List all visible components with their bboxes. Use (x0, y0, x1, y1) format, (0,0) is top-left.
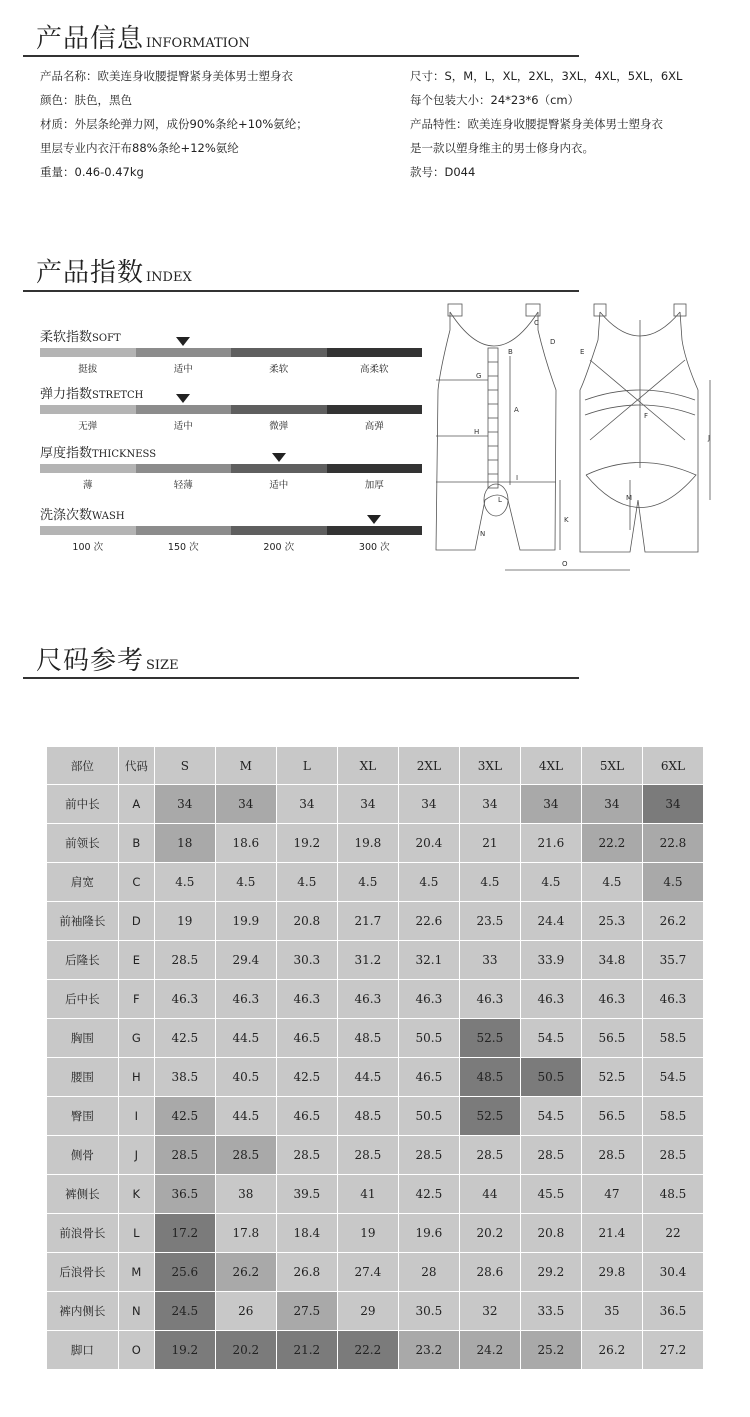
table-cell-value: 34 (581, 785, 642, 824)
table-cell-value: 46.3 (459, 980, 520, 1019)
index-scale-title-en: STRETCH (92, 390, 144, 401)
index-title-cn: 产品指数 (36, 258, 145, 288)
index-scale-title-cn: 洗涤次数 (40, 508, 93, 523)
table-cell-value: 50.5 (520, 1058, 581, 1097)
table-cell-value: 29.2 (520, 1253, 581, 1292)
info-right-column (410, 64, 682, 184)
table-cell-value: 33.5 (520, 1292, 581, 1331)
table-cell-value: 28.6 (459, 1253, 520, 1292)
table-cell-value: 4.5 (459, 863, 520, 902)
table-cell-value: 41 (337, 1175, 398, 1214)
table-cell-part: 侧骨 (47, 1136, 119, 1175)
table-cell-value: 22.6 (398, 902, 459, 941)
table-cell-value: 54.5 (520, 1019, 581, 1058)
table-cell-value: 4.5 (581, 863, 642, 902)
table-cell-value: 26.8 (276, 1253, 337, 1292)
garment-measurement-diagram (430, 300, 720, 580)
table-cell-value: 40.5 (215, 1058, 276, 1097)
table-cell-value: 19 (337, 1214, 398, 1253)
info-material-outer: 材质：外层条纶弹力网，成份90%条纶+10%氨纶； (40, 117, 308, 131)
index-scale-label: 100 次 (72, 542, 104, 553)
table-cell-value: 27.5 (276, 1292, 337, 1331)
index-bar-segment (231, 348, 327, 357)
table-cell-value: 44.5 (215, 1097, 276, 1136)
table-cell-value: 28.5 (337, 1136, 398, 1175)
table-cell-value: 26 (215, 1292, 276, 1331)
table-cell-code: N (118, 1292, 154, 1331)
table-cell-value: 58.5 (642, 1097, 703, 1136)
table-cell-value: 20.4 (398, 824, 459, 863)
table-header-cell: S (154, 747, 215, 785)
table-cell-value: 46.3 (581, 980, 642, 1019)
table-cell-part: 裤侧长 (47, 1175, 119, 1214)
index-scale-labels (40, 477, 422, 491)
index-bar-segment (231, 526, 327, 535)
table-cell-code: D (118, 902, 154, 941)
table-cell-value: 26.2 (581, 1331, 642, 1370)
table-cell-value: 34 (459, 785, 520, 824)
size-divider (23, 677, 579, 679)
index-bar-segment (327, 526, 423, 535)
table-cell-value: 28.5 (154, 1136, 215, 1175)
diagram-label-b: B (508, 348, 513, 356)
table-cell-value: 48.5 (337, 1019, 398, 1058)
table-row (47, 980, 704, 1019)
table-cell-value: 26.2 (215, 1253, 276, 1292)
index-scale-labels (40, 539, 422, 553)
index-scale-label: 微弹 (269, 421, 289, 432)
index-divider (23, 290, 579, 292)
table-cell-value: 42.5 (154, 1019, 215, 1058)
index-bar-segment (40, 348, 136, 357)
table-cell-value: 46.5 (276, 1019, 337, 1058)
table-cell-value: 23.2 (398, 1331, 459, 1370)
table-cell-value: 39.5 (276, 1175, 337, 1214)
table-row (47, 863, 704, 902)
table-cell-code: A (118, 785, 154, 824)
index-level-marker (272, 453, 286, 462)
diagram-label-d: D (550, 338, 556, 346)
table-cell-value: 32 (459, 1292, 520, 1331)
size-title-cn: 尺码参考 (36, 646, 145, 676)
index-bar-segment (136, 348, 232, 357)
index-bar-segment (40, 526, 136, 535)
table-cell-code: K (118, 1175, 154, 1214)
table-cell-value: 28.5 (215, 1136, 276, 1175)
table-cell-value: 36.5 (642, 1292, 703, 1331)
table-cell-value: 34 (337, 785, 398, 824)
table-row (47, 1019, 704, 1058)
index-scale-bar (40, 348, 422, 357)
index-scale-label: 适中 (269, 480, 289, 491)
table-cell-value: 52.5 (459, 1019, 520, 1058)
table-cell-code: E (118, 941, 154, 980)
index-title-en: INDEX (146, 270, 192, 285)
index-scale-labels (40, 361, 422, 375)
index-bar-segment (231, 464, 327, 473)
index-scale-soft (40, 326, 422, 375)
index-bar-segment (231, 405, 327, 414)
info-style-number: 款号：D044 (410, 165, 476, 179)
table-header-cell: 6XL (642, 747, 703, 785)
table-cell-value: 17.2 (154, 1214, 215, 1253)
table-cell-value: 50.5 (398, 1019, 459, 1058)
table-cell-value: 34 (276, 785, 337, 824)
table-cell-value: 35.7 (642, 941, 703, 980)
table-cell-value: 46.3 (520, 980, 581, 1019)
index-bar-segment (327, 464, 423, 473)
table-cell-value: 48.5 (337, 1097, 398, 1136)
diagram-label-c: C (534, 319, 539, 327)
info-material-inner: 里层专业内衣汗布88%条纶+12%氨纶 (40, 141, 239, 155)
index-bar-segment (327, 348, 423, 357)
table-header-cell: 5XL (581, 747, 642, 785)
table-cell-value: 28.5 (398, 1136, 459, 1175)
table-row (47, 1058, 704, 1097)
table-cell-value: 34 (154, 785, 215, 824)
table-cell-value: 25.2 (520, 1331, 581, 1370)
index-scale-label: 挺拔 (78, 364, 98, 375)
table-cell-value: 21.2 (276, 1331, 337, 1370)
table-cell-value: 27.2 (642, 1331, 703, 1370)
index-scale-title-cn: 弹力指数 (40, 387, 93, 402)
table-cell-value: 54.5 (642, 1058, 703, 1097)
table-header-cell: 部位 (47, 747, 119, 785)
table-cell-value: 21.4 (581, 1214, 642, 1253)
table-cell-value: 46.3 (154, 980, 215, 1019)
table-cell-value: 56.5 (581, 1097, 642, 1136)
index-level-marker (367, 515, 381, 524)
table-cell-value: 21 (459, 824, 520, 863)
table-cell-part: 脚口 (47, 1331, 119, 1370)
index-section-title (36, 252, 192, 289)
diagram-label-l: L (498, 496, 502, 504)
table-row (47, 785, 704, 824)
diagram-label-e: E (580, 348, 585, 356)
index-scale-label: 适中 (173, 364, 193, 375)
diagram-label-j: J (708, 434, 711, 442)
table-cell-value: 4.5 (154, 863, 215, 902)
table-cell-value: 46.3 (642, 980, 703, 1019)
index-scale-label: 轻薄 (173, 480, 193, 491)
table-cell-value: 30.4 (642, 1253, 703, 1292)
index-bar-segment (136, 464, 232, 473)
table-cell-value: 36.5 (154, 1175, 215, 1214)
table-cell-value: 29.8 (581, 1253, 642, 1292)
table-cell-part: 前领长 (47, 824, 119, 863)
index-scale-stretch (40, 383, 422, 432)
info-color: 颜色：肤色，黑色 (40, 93, 132, 107)
index-scale-label: 150 次 (167, 542, 199, 553)
table-cell-code: C (118, 863, 154, 902)
table-cell-value: 42.5 (276, 1058, 337, 1097)
table-cell-value: 46.5 (276, 1097, 337, 1136)
diagram-label-o: O (562, 560, 568, 568)
table-cell-part: 腰围 (47, 1058, 119, 1097)
table-cell-value: 34.8 (581, 941, 642, 980)
table-cell-value: 35 (581, 1292, 642, 1331)
table-cell-value: 46.3 (215, 980, 276, 1019)
table-cell-value: 28.5 (276, 1136, 337, 1175)
diagram-label-k: K (564, 516, 569, 524)
table-cell-value: 28.5 (520, 1136, 581, 1175)
index-bar-segment (40, 405, 136, 414)
table-cell-value: 33 (459, 941, 520, 980)
table-cell-part: 前中长 (47, 785, 119, 824)
table-header-cell: 4XL (520, 747, 581, 785)
table-cell-value: 38.5 (154, 1058, 215, 1097)
info-divider (23, 55, 579, 57)
index-scale-label: 高弹 (364, 421, 384, 432)
table-cell-value: 42.5 (398, 1175, 459, 1214)
table-cell-value: 4.5 (337, 863, 398, 902)
table-cell-value: 4.5 (276, 863, 337, 902)
index-scale-label: 无弹 (78, 421, 98, 432)
index-scale-wash (40, 504, 422, 553)
table-cell-value: 4.5 (642, 863, 703, 902)
info-left-column (40, 64, 308, 184)
diagram-label-n: N (480, 530, 486, 538)
table-cell-value: 20.8 (520, 1214, 581, 1253)
info-feature: 产品特性：欧美连身收腰提臀紧身美体男士塑身衣 (410, 117, 663, 131)
table-cell-value: 27.4 (337, 1253, 398, 1292)
table-row (47, 1253, 704, 1292)
index-bar-segment (136, 526, 232, 535)
table-cell-value: 17.8 (215, 1214, 276, 1253)
index-bar-segment (327, 405, 423, 414)
table-cell-value: 29 (337, 1292, 398, 1331)
table-cell-value: 22 (642, 1214, 703, 1253)
index-scale-title-cn: 厚度指数 (40, 446, 93, 461)
table-cell-value: 28 (398, 1253, 459, 1292)
table-header-row (47, 747, 704, 785)
table-header-cell: 2XL (398, 747, 459, 785)
index-scale-label: 300 次 (358, 542, 390, 553)
table-cell-part: 臀围 (47, 1097, 119, 1136)
table-cell-value: 28.5 (154, 941, 215, 980)
table-cell-value: 30.5 (398, 1292, 459, 1331)
table-cell-value: 48.5 (459, 1058, 520, 1097)
table-cell-value: 32.1 (398, 941, 459, 980)
table-cell-value: 20.2 (459, 1214, 520, 1253)
size-title-en: SIZE (146, 658, 179, 673)
index-scale-title-en: SOFT (92, 333, 121, 344)
index-scale-label: 柔软 (269, 364, 289, 375)
table-cell-value: 18 (154, 824, 215, 863)
table-cell-value: 21.7 (337, 902, 398, 941)
table-cell-part: 前浪骨长 (47, 1214, 119, 1253)
table-cell-value: 22.2 (337, 1331, 398, 1370)
info-title-cn: 产品信息 (36, 24, 145, 54)
table-row (47, 1136, 704, 1175)
index-scale-title-cn: 柔软指数 (40, 330, 93, 345)
table-cell-value: 33.9 (520, 941, 581, 980)
table-cell-value: 46.5 (398, 1058, 459, 1097)
table-cell-value: 22.8 (642, 824, 703, 863)
info-product-name: 产品名称：欧美连身收腰提臀紧身美体男士塑身衣 (40, 69, 293, 83)
table-cell-code: J (118, 1136, 154, 1175)
diagram-label-g: G (476, 372, 482, 380)
info-weight: 重量：0.46-0.47kg (40, 165, 144, 179)
table-cell-value: 47 (581, 1175, 642, 1214)
table-cell-part: 后隆长 (47, 941, 119, 980)
table-cell-value: 50.5 (398, 1097, 459, 1136)
table-row (47, 824, 704, 863)
index-scale-labels (40, 418, 422, 432)
table-cell-code: O (118, 1331, 154, 1370)
table-row (47, 1175, 704, 1214)
table-cell-code: L (118, 1214, 154, 1253)
table-cell-value: 28.5 (581, 1136, 642, 1175)
info-section-title (36, 18, 250, 55)
table-cell-value: 46.3 (276, 980, 337, 1019)
index-scale-title (40, 504, 422, 523)
table-cell-part: 裤内侧长 (47, 1292, 119, 1331)
index-scale-label: 适中 (173, 421, 193, 432)
table-cell-value: 30.3 (276, 941, 337, 980)
table-cell-value: 25.6 (154, 1253, 215, 1292)
table-row (47, 1214, 704, 1253)
index-scale-label: 薄 (82, 480, 93, 491)
index-scale-title (40, 442, 422, 461)
table-cell-value: 58.5 (642, 1019, 703, 1058)
index-scale-title-en: THICKNESS (92, 449, 157, 460)
table-cell-part: 肩宽 (47, 863, 119, 902)
table-cell-value: 26.2 (642, 902, 703, 941)
diagram-label-a: A (514, 406, 519, 414)
info-sizes: 尺寸：S，M，L，XL，2XL，3XL，4XL，5XL，6XL (410, 69, 683, 83)
index-scale-title (40, 383, 422, 402)
table-cell-value: 44.5 (215, 1019, 276, 1058)
table-cell-code: H (118, 1058, 154, 1097)
table-cell-value: 44 (459, 1175, 520, 1214)
table-header-cell: 3XL (459, 747, 520, 785)
table-cell-value: 20.8 (276, 902, 337, 941)
table-cell-value: 48.5 (642, 1175, 703, 1214)
table-row (47, 1331, 704, 1370)
index-scale-label: 高柔软 (359, 364, 389, 375)
index-scale-thickness (40, 442, 422, 491)
table-cell-value: 19.8 (337, 824, 398, 863)
table-cell-value: 18.4 (276, 1214, 337, 1253)
table-header-cell: 代码 (118, 747, 154, 785)
table-cell-value: 19.2 (154, 1331, 215, 1370)
table-cell-value: 38 (215, 1175, 276, 1214)
table-cell-value: 28.5 (459, 1136, 520, 1175)
table-cell-value: 56.5 (581, 1019, 642, 1058)
table-cell-value: 28.5 (642, 1136, 703, 1175)
table-row (47, 941, 704, 980)
info-title-en: INFORMATION (146, 36, 250, 51)
table-cell-value: 46.3 (337, 980, 398, 1019)
table-cell-value: 45.5 (520, 1175, 581, 1214)
table-cell-value: 18.6 (215, 824, 276, 863)
table-header-cell: XL (337, 747, 398, 785)
table-cell-value: 19.9 (215, 902, 276, 941)
table-cell-part: 后浪骨长 (47, 1253, 119, 1292)
table-cell-value: 29.4 (215, 941, 276, 980)
table-cell-value: 19 (154, 902, 215, 941)
table-cell-code: I (118, 1097, 154, 1136)
table-row (47, 1097, 704, 1136)
table-cell-value: 42.5 (154, 1097, 215, 1136)
table-cell-value: 44.5 (337, 1058, 398, 1097)
table-cell-value: 34 (642, 785, 703, 824)
table-cell-part: 胸围 (47, 1019, 119, 1058)
table-cell-part: 前袖隆长 (47, 902, 119, 941)
table-row (47, 902, 704, 941)
size-section-title (36, 640, 179, 677)
diagram-label-m: M (626, 494, 633, 502)
table-cell-value: 21.6 (520, 824, 581, 863)
table-cell-code: M (118, 1253, 154, 1292)
index-level-marker (176, 394, 190, 403)
table-cell-value: 4.5 (520, 863, 581, 902)
table-cell-value: 19.2 (276, 824, 337, 863)
table-cell-value: 54.5 (520, 1097, 581, 1136)
table-cell-value: 34 (398, 785, 459, 824)
table-cell-code: G (118, 1019, 154, 1058)
index-bar-segment (40, 464, 136, 473)
table-cell-value: 24.2 (459, 1331, 520, 1370)
size-chart-table (46, 746, 704, 1370)
table-cell-value: 34 (520, 785, 581, 824)
table-cell-value: 52.5 (459, 1097, 520, 1136)
table-cell-value: 24.4 (520, 902, 581, 941)
diagram-label-h: H (474, 428, 480, 436)
table-cell-value: 34 (215, 785, 276, 824)
table-cell-value: 31.2 (337, 941, 398, 980)
index-scale-label: 加厚 (364, 480, 384, 491)
table-cell-value: 4.5 (398, 863, 459, 902)
table-cell-value: 20.2 (215, 1331, 276, 1370)
info-feature-cont: 是一款以塑身维主的男士修身内衣。 (410, 141, 594, 155)
table-cell-value: 25.3 (581, 902, 642, 941)
index-scale-bar (40, 464, 422, 473)
table-cell-value: 46.3 (398, 980, 459, 1019)
table-header-cell: M (215, 747, 276, 785)
table-cell-value: 24.5 (154, 1292, 215, 1331)
index-scale-bar (40, 405, 422, 414)
index-scale-title-en: WASH (92, 511, 125, 522)
table-cell-value: 4.5 (215, 863, 276, 902)
table-cell-code: F (118, 980, 154, 1019)
table-cell-value: 23.5 (459, 902, 520, 941)
info-package-size: 每个包装大小：24*23*6（cm） (410, 93, 580, 107)
table-cell-value: 19.6 (398, 1214, 459, 1253)
index-scale-title (40, 326, 422, 345)
index-level-marker (176, 337, 190, 346)
table-cell-value: 22.2 (581, 824, 642, 863)
table-cell-part: 后中长 (47, 980, 119, 1019)
index-bar-segment (136, 405, 232, 414)
index-scale-bar (40, 526, 422, 535)
diagram-label-f: F (644, 412, 649, 420)
table-cell-code: B (118, 824, 154, 863)
table-cell-value: 52.5 (581, 1058, 642, 1097)
table-row (47, 1292, 704, 1331)
diagram-label-i: I (516, 474, 519, 482)
table-header-cell: L (276, 747, 337, 785)
index-scale-label: 200 次 (263, 542, 295, 553)
